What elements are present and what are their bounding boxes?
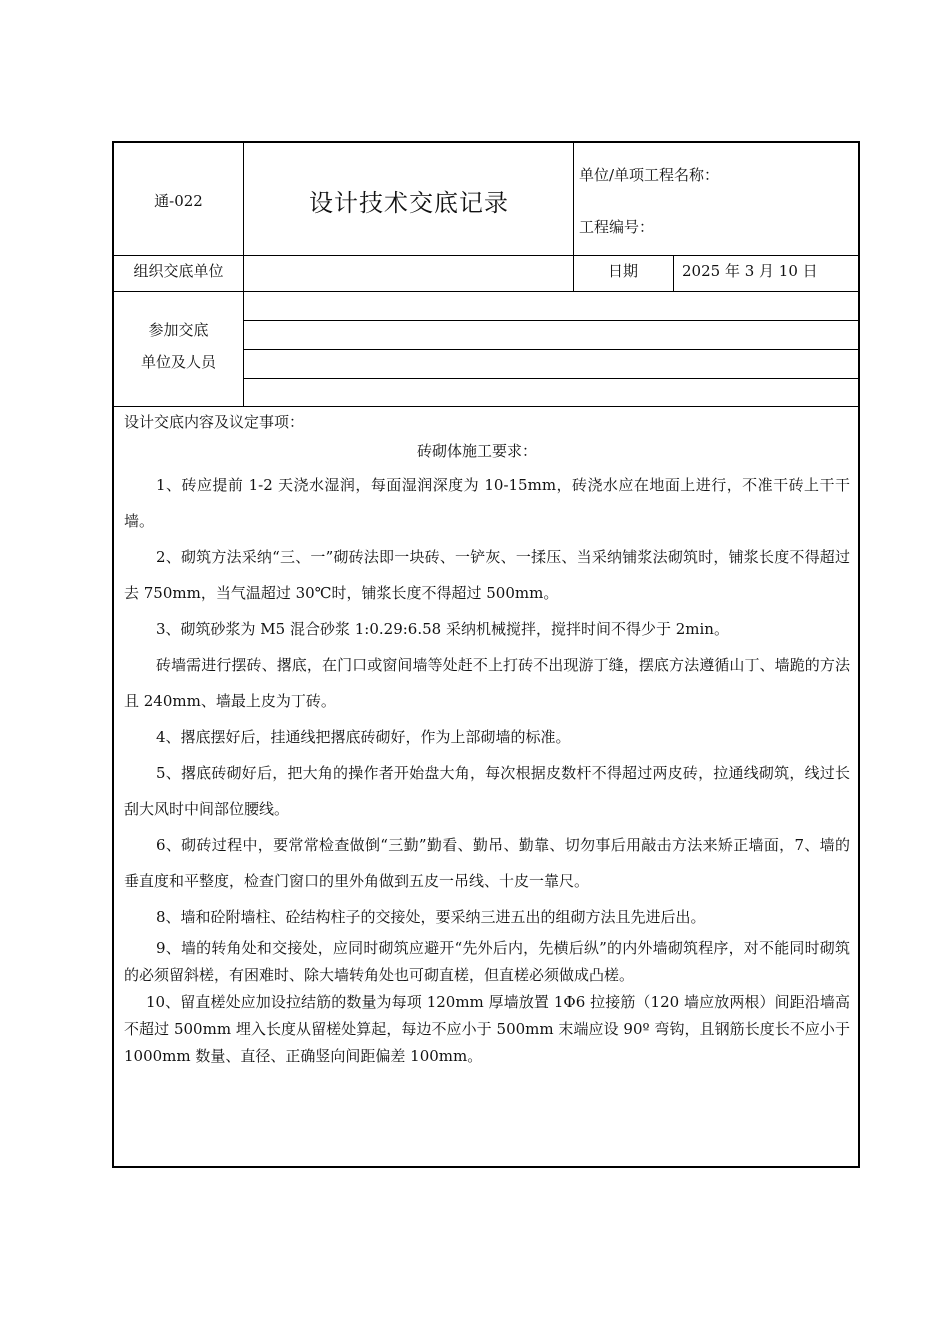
content-heading: 砖砌体施工要求： (416, 442, 537, 460)
divider (114, 291, 858, 292)
content-paragraph: 2、砌筑方法采纳“三、一”砌砖法即一块砖、一铲灰、一揉压、当采纳铺浆法砌筑时，铺浆长度不得超过去 750mm，当气温超过 30℃时，铺浆长度不得超过 500mm。 (124, 548, 850, 602)
divider (673, 255, 674, 292)
form-code: 通-022 (154, 192, 203, 210)
content-paragraph: 10、留直槎处应加设拉结筋的数量为每项 120mm 厚墙放置 1Φ6 拉接筋（120 墙应放两根）间距沿墙高不超过 500mm 埋入长度从留槎处算起，每边不应小于 500mm 末端应设 90º 弯钩，且钢筋长度长不应小于 1000mm 数量、直径、正确竖向间距偏差 100mm。 (124, 993, 850, 1065)
content-paragraph: 6、砌砖过程中，要常常检查做倒“三勤”勤看、勤吊、勤靠、切勿事后用敲击方法来矫正墙面，7、墙的垂直度和平整度，检查门窗口的里外角做到五皮一吊线、十皮一靠尺。 (124, 836, 850, 890)
participant-row[interactable] (249, 323, 849, 345)
participant-row[interactable] (249, 294, 849, 316)
divider (243, 378, 858, 379)
content-paragraph: 1、砖应提前 1-2 天浇水湿润，每面湿润深度为 10-15mm，砖浇水应在地面上进行，不准干砖上干干墙。 (124, 476, 850, 530)
content-paragraph: 8、墙和砼附墙柱、砼结构柱子的交接处，要采纳三进五出的组砌方法且先进后出。 (156, 908, 706, 926)
content-paragraph: 9、墙的转角处和交接处，应同时砌筑应避开“先外后内，先横后纵”的内外墙砌筑程序，对不能同时砌筑的必须留斜槎，有困难时、除大墙转角处也可砌直槎，但直槎必须做成凸槎。 (124, 939, 850, 984)
divider (114, 406, 858, 407)
participant-row[interactable] (249, 381, 849, 403)
divider (243, 320, 858, 321)
date-label: 日期 (607, 262, 638, 280)
content-paragraph: 5、撂底砖砌好后，把大角的操作者开始盘大角，每次根据皮数杆不得超过两皮砖，拉通线砌筑，线过长刮大风时中间部位腰线。 (124, 764, 850, 818)
briefing-content (124, 409, 850, 1070)
divider (243, 349, 858, 350)
participants-label-line2: 单位及人员 (140, 353, 216, 371)
project-number-label: 工程编号： (579, 218, 655, 236)
project-name-label: 单位/单项工程名称： (579, 166, 720, 184)
technical-briefing-form (112, 141, 860, 1168)
date-value[interactable]: 2025 年 3 月 10 日 (682, 262, 818, 280)
form-title: 设计技术交底记录 (309, 189, 509, 217)
content-label: 设计交底内容及议定事项： (124, 413, 305, 431)
content-paragraph: 砖墙需进行摆砖、撂底，在门口或窗间墙等处赶不上打砖不出现游丁缝，摆底方法遵循山丁、墙跪的方法且 240mm、墙最上皮为丁砖。 (124, 656, 850, 710)
divider (243, 255, 244, 407)
org-unit-label: 组织交底单位 (133, 262, 224, 280)
content-paragraph: 3、砌筑砂浆为 M5 混合砂浆 1:0.29:6.58 采纳机械搅拌，搅拌时间不得少于 2min。 (156, 620, 729, 638)
content-paragraph: 4、撂底摆好后，挂通线把撂底砖砌好，作为上部砌墙的标准。 (156, 728, 571, 746)
org-unit-field[interactable] (249, 260, 564, 282)
participants-label-line1: 参加交底 (148, 321, 209, 339)
divider (114, 255, 858, 256)
participant-row[interactable] (249, 352, 849, 374)
